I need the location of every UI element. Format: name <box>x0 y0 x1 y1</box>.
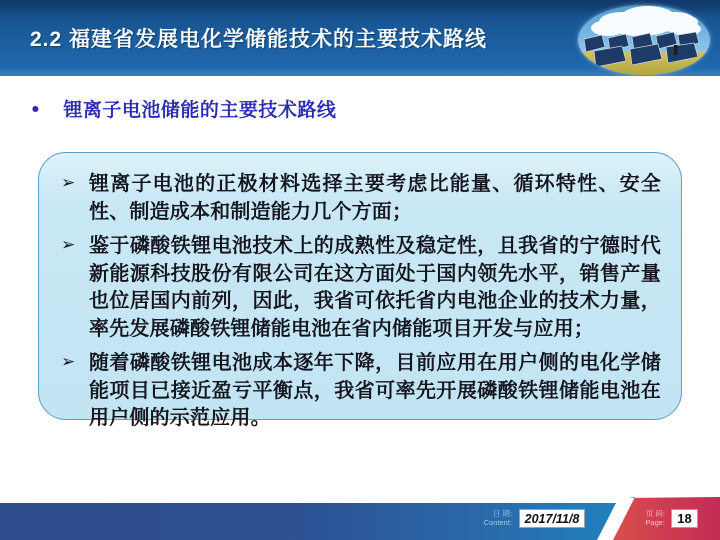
lead-bullet-text: 锂离子电池储能的主要技术路线 <box>63 99 337 121</box>
bullet-dot-icon: • <box>30 100 42 120</box>
slide-header <box>0 0 720 76</box>
date-label-en: Content: <box>483 517 512 527</box>
page-label-en: Page: <box>645 517 665 527</box>
page-number: 18 <box>671 509 698 528</box>
arrow-bullet-icon: ➢ <box>61 173 76 193</box>
list-item <box>59 232 661 342</box>
date-label <box>452 510 512 527</box>
lead-bullet-line <box>30 97 336 123</box>
page-label <box>620 510 665 527</box>
slide-title: 2.2 福建省发展电化学储能技术的主要技术路线 <box>30 28 488 51</box>
solar-panels-image <box>578 5 710 75</box>
list-item-text: 随着磷酸铁锂电池成本逐年下降，目前应用在用户侧的电化学储能项目已接近盈亏平衡点，我省可率先开展磷酸铁锂储能电池在用户侧的示范应用。 <box>89 350 661 429</box>
list-item-text: 鉴于磷酸铁锂电池技术上的成熟性及稳定性，且我省的宁德时代新能源科技股份有限公司在这方面处于国内领先水平，销售产量也位居国内前列，因此，我省可依托省内电池企业的技术力量，率先发展磷酸铁锂储能电池在省内储能项目开发与应用； <box>89 233 661 340</box>
date-value: 2017/11/8 <box>519 509 585 528</box>
page-label-cn: 页 码: <box>645 509 665 518</box>
list-item-text: 锂离子电池的正极材料选择主要考虑比能量、循环特性、安全性、制造成本和制造能力几个方面； <box>89 171 661 223</box>
arrow-bullet-icon: ➢ <box>61 235 76 255</box>
arrow-bullet-icon: ➢ <box>61 352 76 372</box>
content-box <box>38 152 682 429</box>
date-label-cn: 日 期: <box>492 509 512 518</box>
list-item <box>59 170 661 225</box>
person-silhouette <box>674 45 678 55</box>
solar-panels-photo <box>578 5 710 75</box>
list-item <box>59 349 661 432</box>
